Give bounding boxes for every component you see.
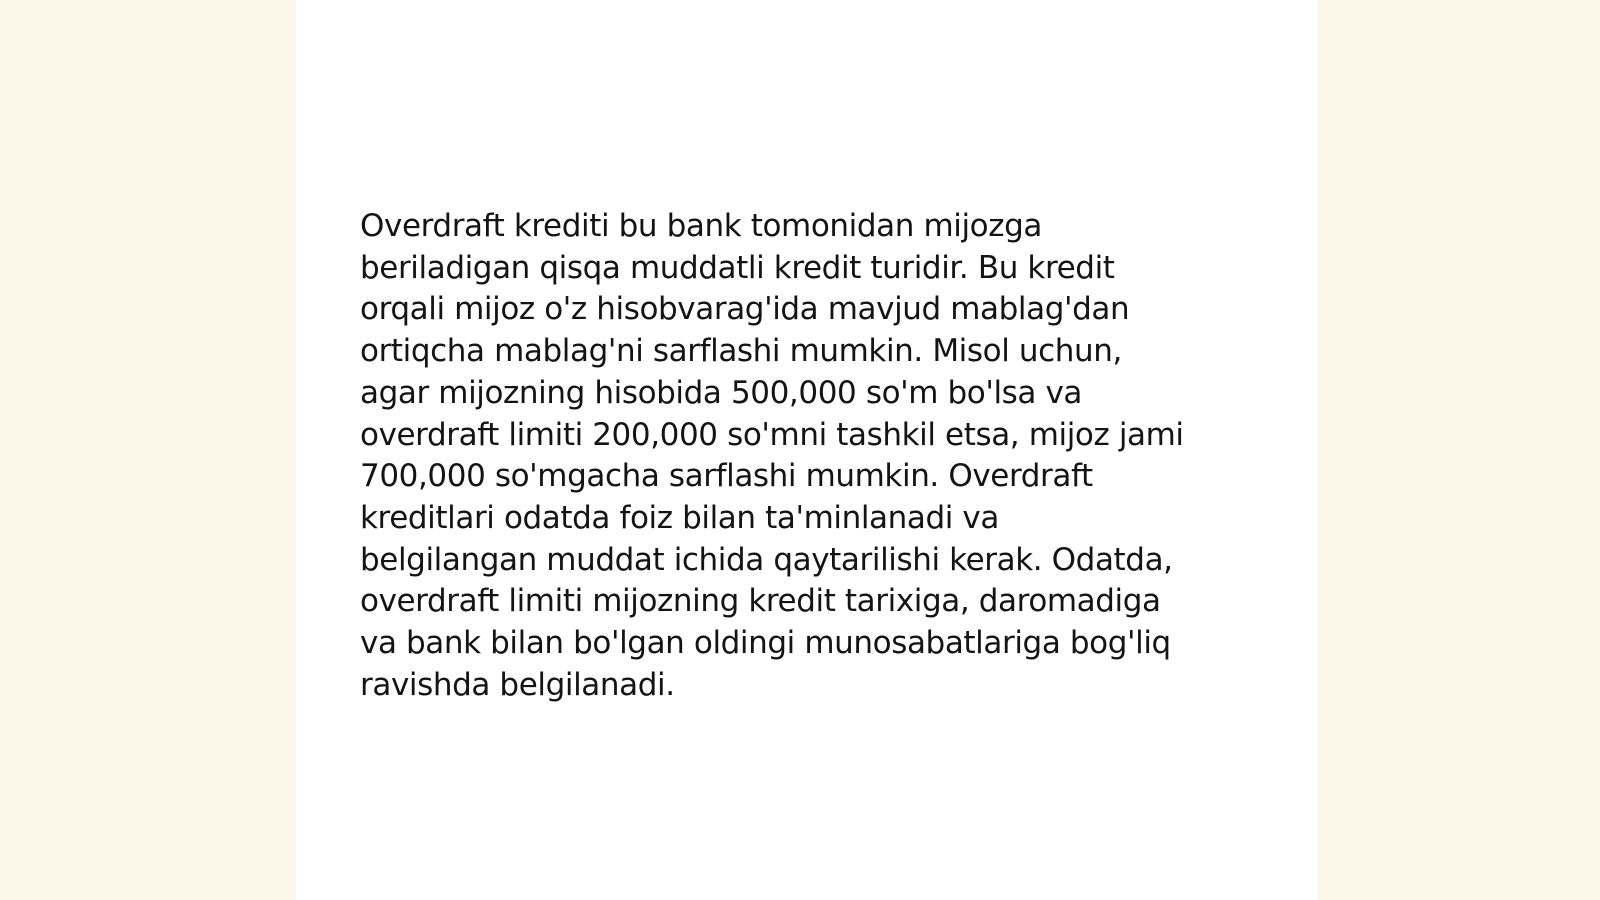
text-block [360, 206, 1250, 706]
paragraph-line: 700,000 so'mgacha sarflashi mumkin. Overdraft [360, 458, 1093, 495]
paragraph-line: ortiqcha mablag'ni sarflashi mumkin. Misol uchun, [360, 333, 1122, 370]
paragraph-line: ravishda belgilanadi. [360, 666, 675, 703]
paragraph-line: overdraft limiti 200,000 so'mni tashkil etsa, mijoz jami [360, 416, 1184, 453]
paragraph-line: va bank bilan bo'lgan oldingi munosabatlariga bog'liq [360, 625, 1171, 662]
paragraph-line: agar mijozning hisobida 500,000 so'm bo'lsa va [360, 374, 1083, 411]
paragraph-line: kreditlari odatda foiz bilan ta'minlanadi va [360, 499, 999, 536]
paragraph-line: beriladigan qisqa muddatli kredit turidir. Bu kredit [360, 249, 1115, 286]
paragraph-line: overdraft limiti mijozning kredit tarixiga, daromadiga [360, 583, 1161, 620]
body-paragraph [360, 206, 1250, 706]
paragraph-line: Overdraft krediti bu bank tomonidan mijozga [360, 208, 1042, 244]
slide-page [296, 0, 1318, 900]
paragraph-line: orqali mijoz o'z hisobvarag'ida mavjud mablag'dan [360, 291, 1130, 328]
paragraph-line: belgilangan muddat ichida qaytarilishi kerak. Odatda, [360, 541, 1173, 578]
